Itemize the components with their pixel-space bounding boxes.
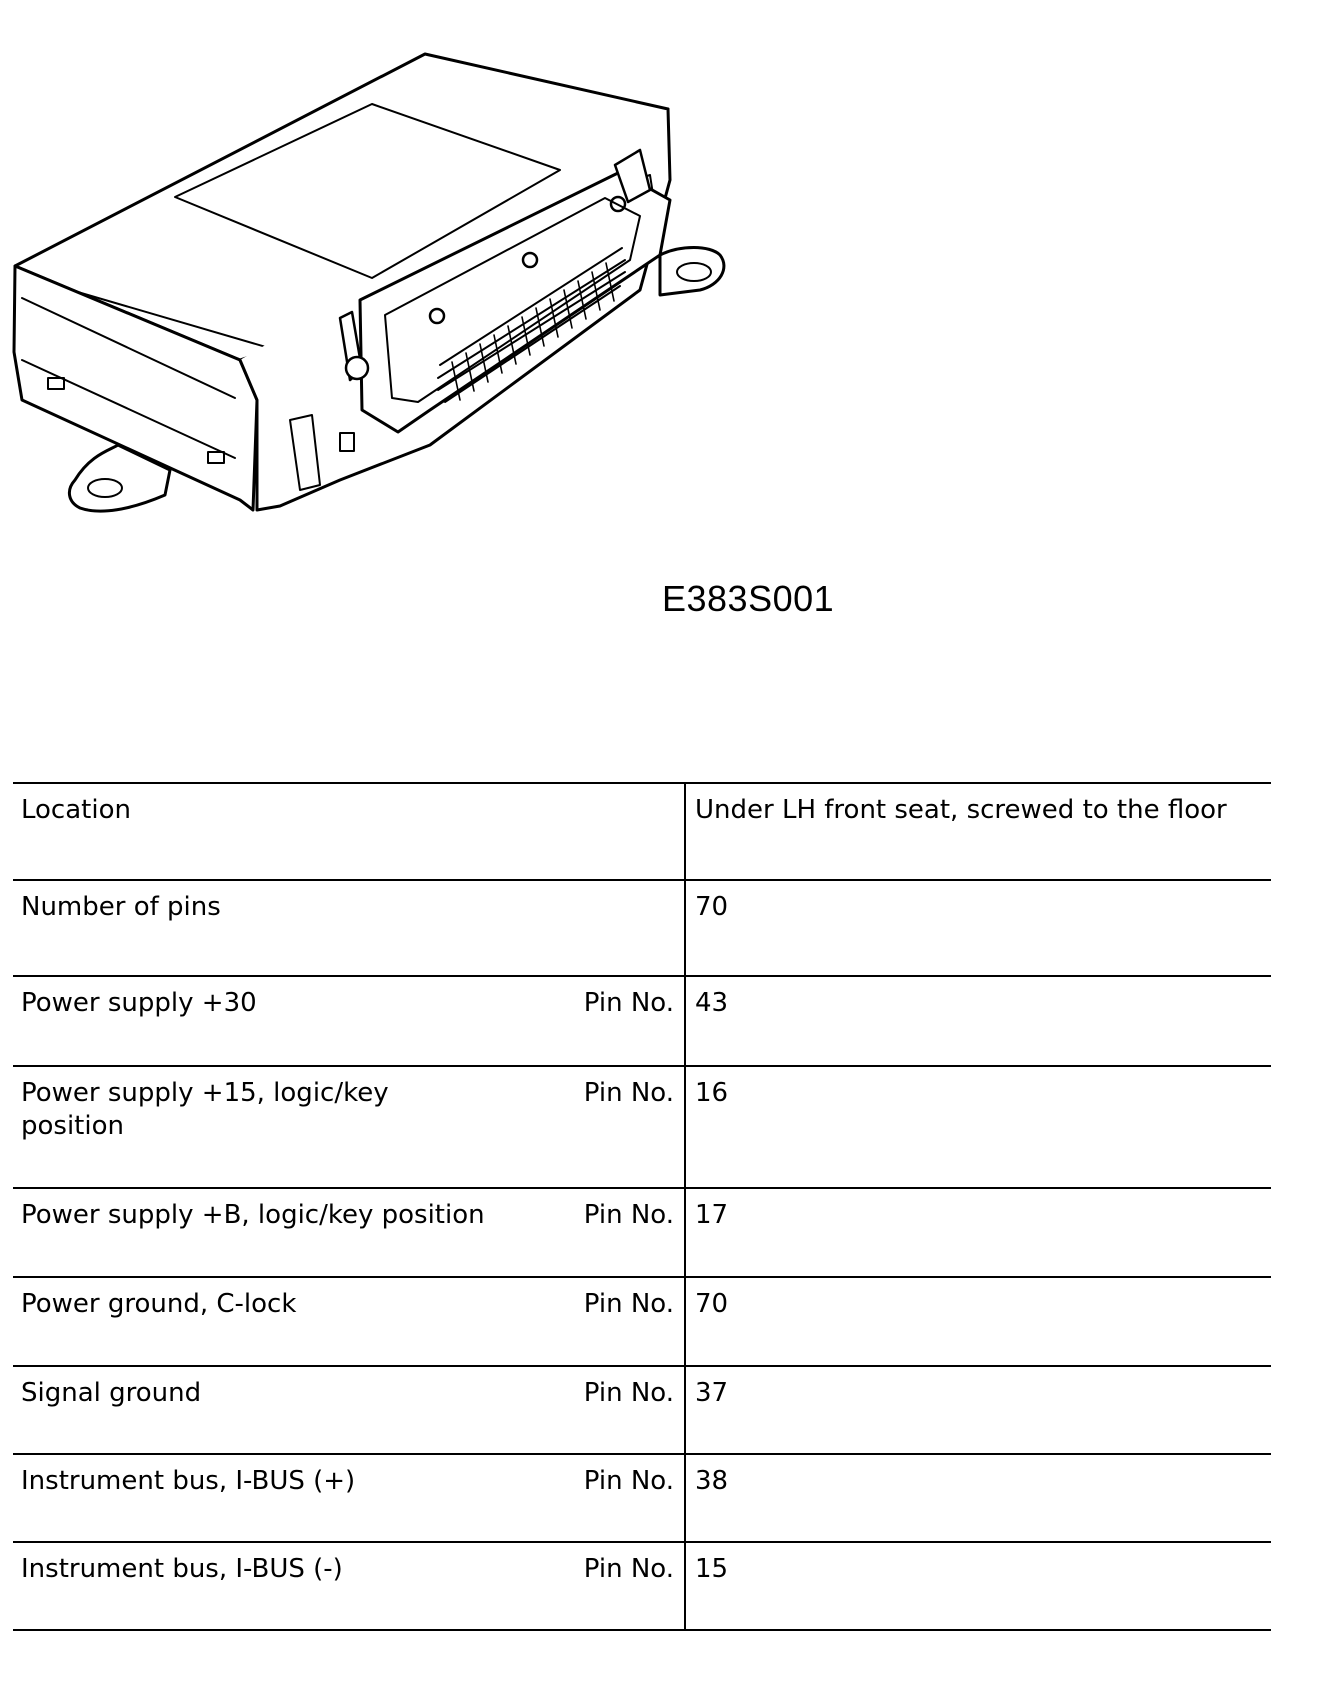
table-row — [13, 1277, 1271, 1366]
row-label: Power supply +30 — [21, 988, 257, 1018]
pin-label: Pin No. — [583, 1289, 674, 1319]
table-row — [13, 1188, 1271, 1277]
row-label: Number of pins — [21, 892, 221, 922]
table-row — [13, 880, 1271, 976]
table-row — [13, 976, 1271, 1066]
row-label: Instrument bus, I-BUS (+) — [21, 1466, 356, 1496]
table-row — [13, 1542, 1271, 1630]
pin-label: Pin No. — [583, 1200, 674, 1230]
row-value: 16 — [685, 1066, 1271, 1188]
spec-table — [13, 782, 1271, 1631]
pin-label: Pin No. — [583, 988, 674, 1018]
table-row — [13, 1066, 1271, 1188]
pin-label: Pin No. — [583, 1078, 674, 1108]
table-row — [13, 1366, 1271, 1454]
row-value: 15 — [685, 1542, 1271, 1630]
row-value: 70 — [685, 880, 1271, 976]
row-label: Signal ground — [21, 1378, 202, 1408]
pin-label: Pin No. — [583, 1378, 674, 1408]
row-value: 43 — [685, 976, 1271, 1066]
row-value: 70 — [685, 1277, 1271, 1366]
row-label: Power ground, C-lock — [21, 1289, 297, 1319]
row-label: Power supply +B, logic/key position — [21, 1200, 485, 1230]
row-label: Instrument bus, I-BUS (-) — [21, 1554, 343, 1584]
table-row — [13, 783, 1271, 880]
figure-code: E383S001 — [662, 578, 835, 619]
row-label: Location — [21, 795, 131, 825]
table-row — [13, 1454, 1271, 1542]
pin-label: Pin No. — [583, 1466, 674, 1496]
control-module-illustration — [0, 40, 760, 520]
pin-label: Pin No. — [583, 1554, 674, 1584]
row-value: 38 — [685, 1454, 1271, 1542]
row-label: Power supply +15, logic/key position — [21, 1078, 389, 1141]
row-value: 37 — [685, 1366, 1271, 1454]
row-value: Under LH front seat, screwed to the floor — [685, 783, 1271, 880]
row-value: 17 — [685, 1188, 1271, 1277]
